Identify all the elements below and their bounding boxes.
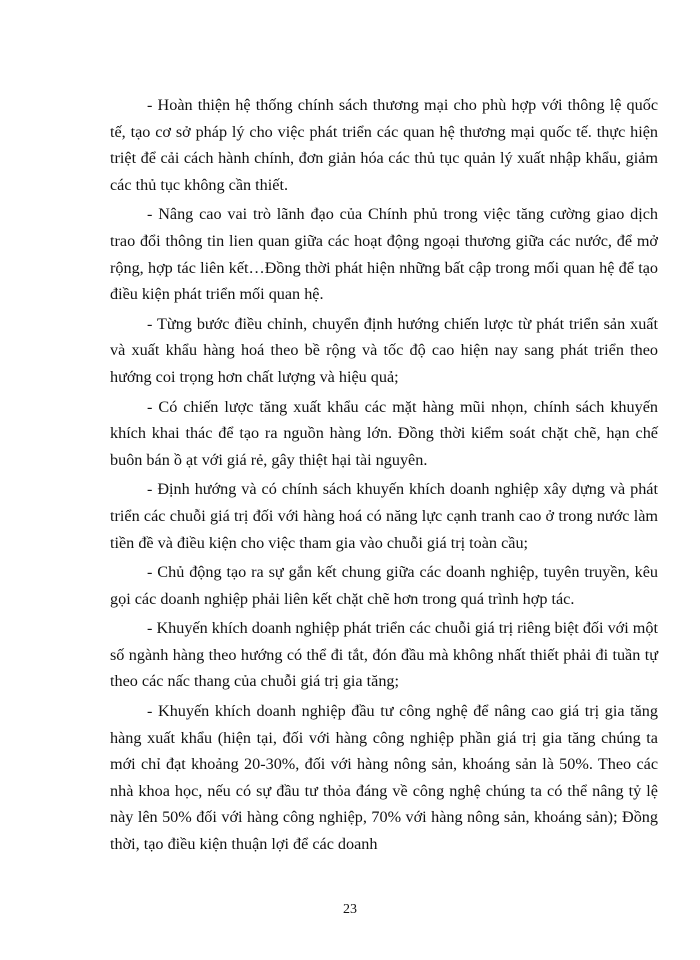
paragraph-technology-investment: - Khuyến khích doanh nghiệp đầu tư công nghệ để nâng cao giá trị gia tăng hàng xuất khẩu (hiện tại, đối với hàng công nghiệp phần giá trị gia tăng chúng ta mới chỉ đạt khoảng 20-30%, đối với hàng nông sản, khoáng sản là 50%. Theo các nhà khoa học, nếu có sự đầu tư thỏa đáng về công nghệ chúng ta có thể nâng tỷ lệ này lên 50% đối với hàng công nghiệp, 70% với hàng nông sản, khoáng sản); Đồng thời, tạo điều kiện thuận lợi để các doanh <box>110 702 658 854</box>
paragraph-strategy-shift: - Từng bước điều chỉnh, chuyển định hướng chiến lược từ phát triển sản xuất và xuất khẩu hàng hoá theo bề rộng và tốc độ cao hiện nay sang phát triển theo hướng coi trọng hơn chất lượng và hiệu quả; <box>110 314 658 386</box>
paragraph-leapfrog: - Khuyến khích doanh nghiệp phát triển các chuỗi giá trị riêng biệt đối với một số ngành hàng theo hướng có thể đi tắt, đón đầu mà không nhất thiết phải đi tuần tự theo các nấc thang của chuỗi giá trị gia tăng; <box>110 619 658 691</box>
page-number: 23 <box>343 902 357 917</box>
paragraph-value-chains: - Định hướng và có chính sách khuyến khích doanh nghiệp xây dựng và phát triển các chuỗi giá trị đối với hàng hoá có năng lực cạnh tranh cao ở trong nước làm tiền đề và điều kiện cho việc tham gia vào chuỗi giá trị toàn cầu; <box>110 480 658 552</box>
body-text <box>110 92 658 861</box>
paragraph-business-linkage: - Chủ động tạo ra sự gắn kết chung giữa các doanh nghiệp, tuyên truyền, kêu gọi các doanh nghiệp phải liên kết chặt chẽ hơn trong quá trình hợp tác. <box>110 563 658 608</box>
paragraph-key-exports: - Có chiến lược tăng xuất khẩu các mặt hàng mũi nhọn, chính sách khuyến khích khai thác để tạo ra nguồn hàng lớn. Đồng thời kiểm soát chặt chẽ, hạn chế buôn bán ồ ạt với giá rẻ, gây thiệt hại tài nguyên. <box>110 397 658 469</box>
paragraph-government-role: - Nâng cao vai trò lãnh đạo của Chính phủ trong việc tăng cường giao dịch trao đổi thông tin lien quan giữa các hoạt động ngoại thương giữa các nước, để mở rộng, hợp tác liên kết…Đồng thời phát hiện những bất cập trong mối quan hệ để tạo điều kiện phát triển mối quan hệ. <box>110 205 658 304</box>
paragraph-trade-policy: - Hoàn thiện hệ thống chính sách thương mại cho phù hợp với thông lệ quốc tế, tạo cơ sở pháp lý cho việc phát triển các quan hệ thương mại quốc tế. thực hiện triệt để cải cách hành chính, đơn giản hóa các thủ tục quản lý xuất nhập khẩu, giảm các thủ tục không cần thiết. <box>110 96 658 194</box>
